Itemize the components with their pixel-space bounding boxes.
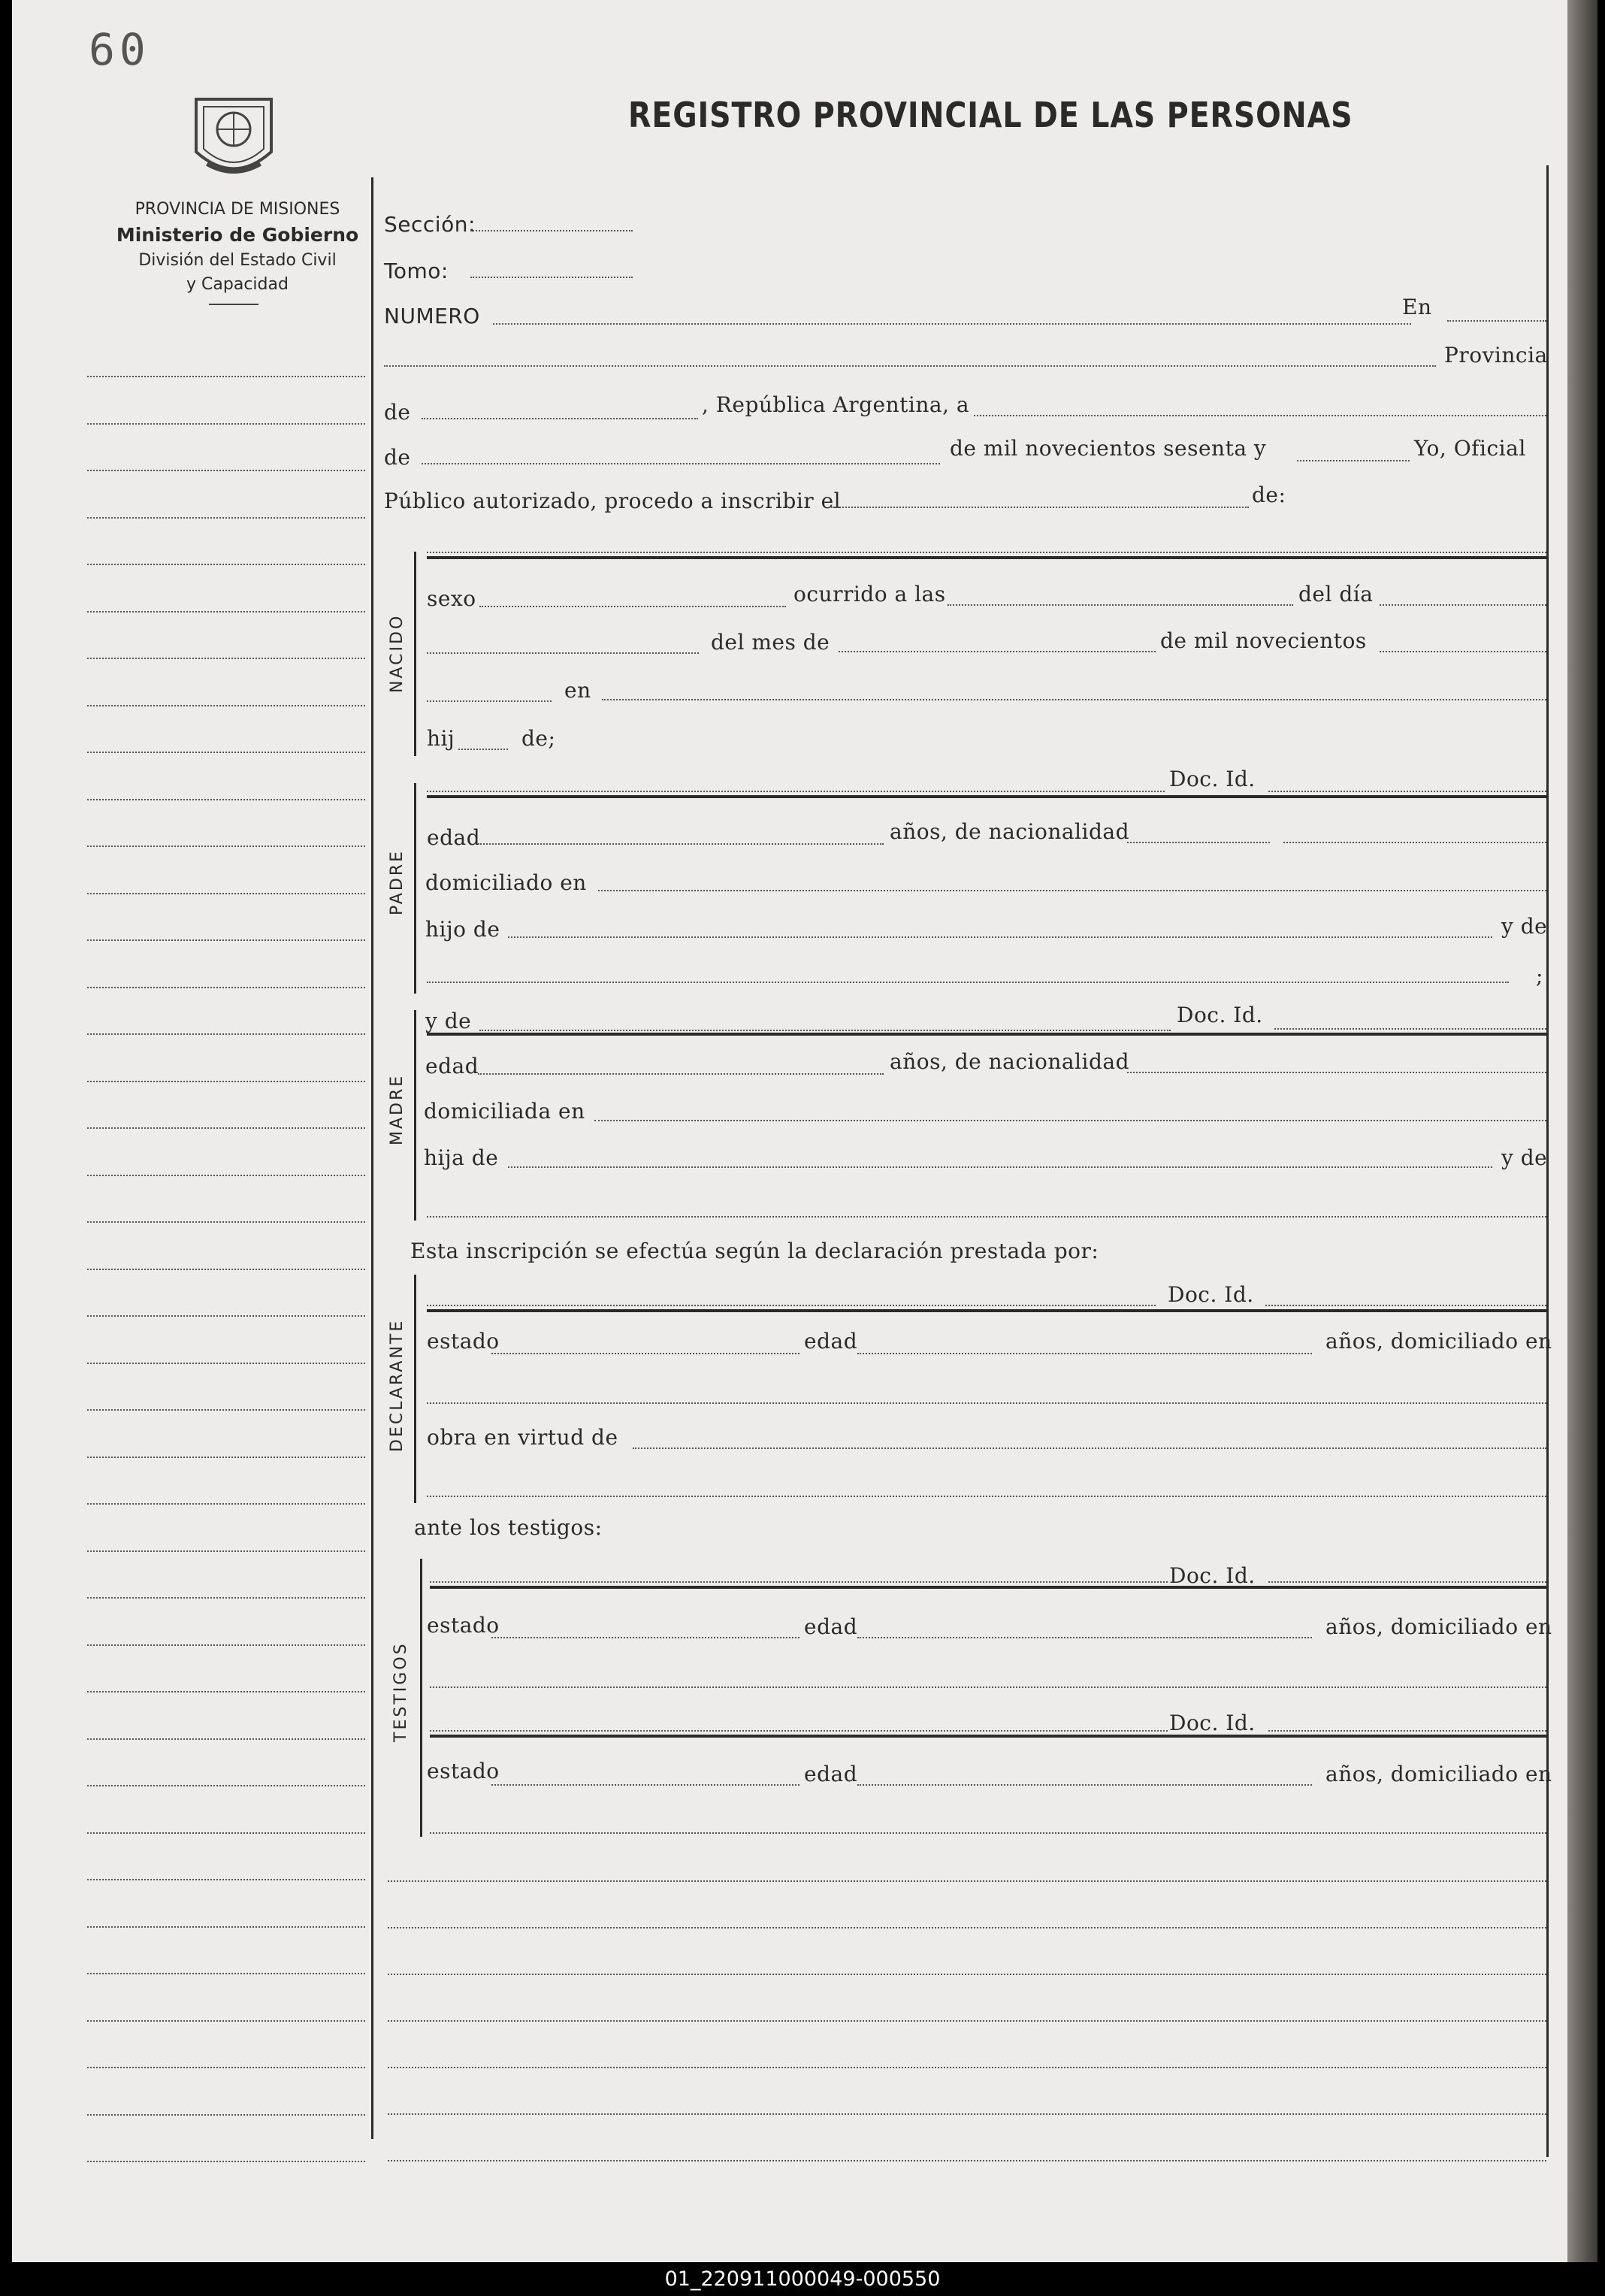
declarante-estado-field[interactable] bbox=[491, 1353, 799, 1354]
margin-line[interactable] bbox=[87, 845, 365, 847]
testigo2-anos-label: años, domiciliado en bbox=[1325, 1762, 1552, 1786]
madre-bracket bbox=[414, 1010, 416, 1221]
margin-line[interactable] bbox=[87, 1738, 365, 1740]
declarante-bracket bbox=[414, 1275, 416, 1503]
madre-name-field[interactable] bbox=[479, 1030, 1171, 1031]
declarante-dom-field[interactable] bbox=[427, 1402, 1546, 1404]
frame-left-line bbox=[371, 177, 373, 2139]
testigos-bracket bbox=[420, 1559, 422, 1837]
testigo1-estado-field[interactable] bbox=[491, 1637, 799, 1638]
scan-id: 01_220911000049-000550 bbox=[664, 2267, 941, 2291]
obra-label: obra en virtud de bbox=[427, 1425, 618, 1450]
hijo-de-field[interactable] bbox=[508, 936, 1492, 938]
madre-edad-label: edad bbox=[425, 1054, 479, 1078]
testigo2-estado-field[interactable] bbox=[491, 1784, 799, 1786]
mes-field[interactable] bbox=[422, 463, 940, 464]
hij-label: hij bbox=[427, 726, 455, 751]
mes-nac-field[interactable] bbox=[839, 651, 1156, 652]
testigo1-dom-field[interactable] bbox=[430, 1686, 1546, 1688]
testigo2-edad-field[interactable] bbox=[857, 1784, 1312, 1786]
margin-line[interactable] bbox=[87, 2161, 365, 2162]
testigo2-doc-label: Doc. Id. bbox=[1169, 1711, 1256, 1735]
margin-line[interactable] bbox=[87, 2020, 365, 2022]
margin-line[interactable] bbox=[87, 517, 365, 519]
padre-name-field[interactable] bbox=[427, 791, 1165, 792]
seccion-label: Sección: bbox=[384, 212, 476, 237]
padre-y-de-label: y de bbox=[1501, 914, 1548, 939]
mil-sesenta-label: de mil novecientos sesenta y bbox=[950, 436, 1267, 461]
margin-line[interactable] bbox=[87, 376, 365, 377]
margin-line[interactable] bbox=[87, 1691, 365, 1693]
testigo1-edad-field[interactable] bbox=[857, 1637, 1312, 1638]
padre-semicolon: ; bbox=[1536, 963, 1543, 988]
folio-number: 60 bbox=[89, 24, 150, 75]
madre-dom-field[interactable] bbox=[594, 1120, 1546, 1121]
testigo1-rule bbox=[430, 1586, 1546, 1589]
margin-line[interactable] bbox=[87, 2067, 365, 2068]
margin-line[interactable] bbox=[87, 658, 365, 659]
madre-y-de2-field[interactable] bbox=[427, 1216, 1546, 1218]
margin-line[interactable] bbox=[87, 987, 365, 988]
lugar-field[interactable] bbox=[384, 365, 1436, 367]
madre-edad-field[interactable] bbox=[478, 1073, 884, 1075]
margin-line[interactable] bbox=[87, 423, 365, 425]
testigo1-doc-label: Doc. Id. bbox=[1169, 1563, 1256, 1588]
lugar-nac-field[interactable] bbox=[602, 699, 1546, 700]
testigo2-estado-label: estado bbox=[427, 1759, 500, 1783]
testigo2-doc-field[interactable] bbox=[1268, 1730, 1546, 1732]
margin-line[interactable] bbox=[87, 939, 365, 941]
observaciones-line[interactable] bbox=[388, 1880, 1546, 1882]
numero-label: NUMERO bbox=[384, 304, 480, 328]
declarante-anos-label: años, domiciliado en bbox=[1325, 1329, 1552, 1354]
testigo2-name-field[interactable] bbox=[430, 1730, 1168, 1732]
obra-field[interactable] bbox=[633, 1447, 1546, 1449]
declarante-estado-label: estado bbox=[427, 1329, 500, 1354]
publico-label: Público autorizado, procedo a inscribir el bbox=[384, 489, 842, 513]
padre-rule bbox=[427, 795, 1546, 798]
madre-y-de2-label: y de bbox=[1501, 1145, 1548, 1170]
observaciones-line[interactable] bbox=[388, 2160, 1546, 2161]
header-division: División del Estado Civil bbox=[138, 251, 337, 270]
margin-line[interactable] bbox=[87, 1127, 365, 1129]
testigos-label: TESTIGOS bbox=[391, 1641, 410, 1742]
margin-line[interactable] bbox=[87, 1597, 365, 1599]
testigo1-anos-label: años, domiciliado en bbox=[1325, 1614, 1552, 1639]
padre-label: PADRE bbox=[388, 849, 407, 915]
provincia-label: Provincia bbox=[1444, 343, 1548, 368]
nacido-name-field[interactable] bbox=[427, 552, 1546, 553]
testigo1-doc-field[interactable] bbox=[1268, 1581, 1546, 1583]
observaciones-line[interactable] bbox=[388, 2067, 1546, 2068]
sexo-label: sexo bbox=[427, 586, 476, 611]
sexo-field[interactable] bbox=[479, 606, 786, 607]
margin-line[interactable] bbox=[87, 1315, 365, 1317]
declarante-doc-field[interactable] bbox=[1265, 1305, 1546, 1306]
padre-anos-label: años, de nacionalidad bbox=[890, 819, 1130, 844]
hij-de-label: de; bbox=[521, 726, 556, 751]
hijo-de-label: hijo de bbox=[425, 917, 500, 942]
declaracion-text: Esta inscripción se efectúa según la declaración prestada por: bbox=[410, 1239, 1099, 1263]
header-rule bbox=[209, 304, 258, 305]
scan-id-bar bbox=[0, 2262, 1605, 2296]
del-mes-label: del mes de bbox=[711, 630, 830, 655]
en-nac-label: en bbox=[564, 678, 591, 703]
observaciones-line[interactable] bbox=[388, 2020, 1546, 2022]
numero-field[interactable] bbox=[493, 323, 1411, 325]
margin-line[interactable] bbox=[87, 1409, 365, 1411]
hija-de-field[interactable] bbox=[508, 1166, 1492, 1168]
declarante-doc-label: Doc. Id. bbox=[1168, 1282, 1254, 1307]
margin-line[interactable] bbox=[87, 799, 365, 800]
margin-line[interactable] bbox=[87, 1363, 365, 1364]
provincial-seal-icon bbox=[181, 84, 286, 189]
de-colon-label: de: bbox=[1252, 482, 1286, 507]
padre-edad-label: edad bbox=[427, 825, 481, 850]
observaciones-line[interactable] bbox=[388, 1927, 1546, 1928]
testigo1-name-field[interactable] bbox=[430, 1581, 1168, 1583]
book-spine-edge bbox=[1567, 0, 1597, 2262]
margin-line[interactable] bbox=[87, 705, 365, 706]
margin-line[interactable] bbox=[87, 1175, 365, 1176]
margin-line[interactable] bbox=[87, 1973, 365, 1974]
de-label-1: de bbox=[384, 400, 411, 425]
testigo2-dom-field[interactable] bbox=[430, 1832, 1546, 1834]
margin-line[interactable] bbox=[87, 1785, 365, 1786]
provincia-field[interactable] bbox=[422, 418, 698, 419]
dia-field[interactable] bbox=[1380, 604, 1546, 606]
padre-doc-label: Doc. Id. bbox=[1169, 767, 1256, 791]
fecha-field[interactable] bbox=[974, 415, 1546, 416]
document-page bbox=[12, 0, 1590, 2262]
de-label-2: de bbox=[384, 445, 411, 470]
observaciones-line[interactable] bbox=[388, 1974, 1546, 1975]
header-province: PROVINCIA DE MISIONES bbox=[135, 200, 340, 219]
testigo2-edad-label: edad bbox=[804, 1762, 858, 1786]
header-division-2: y Capacidad bbox=[186, 275, 289, 294]
padre-dom-field[interactable] bbox=[598, 890, 1546, 891]
inscribir-field[interactable] bbox=[831, 507, 1249, 508]
padre-bracket bbox=[414, 783, 416, 994]
en-field[interactable] bbox=[1447, 320, 1546, 322]
padre-doc-field[interactable] bbox=[1268, 791, 1546, 792]
declarante-edad-field[interactable] bbox=[857, 1353, 1312, 1354]
en-label: En bbox=[1402, 295, 1432, 319]
padre-nac2-field[interactable] bbox=[1283, 842, 1546, 843]
mil-novecientos-label: de mil novecientos bbox=[1160, 628, 1367, 653]
margin-line[interactable] bbox=[87, 1457, 365, 1458]
margin-line[interactable] bbox=[87, 1644, 365, 1646]
madre-rule bbox=[427, 1033, 1546, 1036]
madre-y-de-label: y de bbox=[425, 1009, 472, 1033]
margin-line[interactable] bbox=[87, 1879, 365, 1880]
ante-testigos-text: ante los testigos: bbox=[414, 1515, 603, 1540]
margin-line[interactable] bbox=[87, 1926, 365, 1928]
hora-field[interactable] bbox=[948, 604, 1293, 606]
margin-line[interactable] bbox=[87, 611, 365, 613]
margin-line[interactable] bbox=[87, 564, 365, 565]
margin-line[interactable] bbox=[87, 1832, 365, 1834]
margin-line[interactable] bbox=[87, 1033, 365, 1035]
dia2-field[interactable] bbox=[427, 652, 699, 654]
anio-field[interactable] bbox=[1297, 460, 1410, 461]
declarante-name-field[interactable] bbox=[427, 1305, 1156, 1306]
ocurrido-label: ocurrido a las bbox=[793, 582, 946, 607]
domiciliado-label: domiciliado en bbox=[425, 870, 587, 895]
margin-line[interactable] bbox=[87, 752, 365, 753]
margin-line[interactable] bbox=[87, 1503, 365, 1505]
nacido-label: NACIDO bbox=[388, 613, 407, 693]
nacido-bracket bbox=[414, 552, 416, 756]
page-title: REGISTRO PROVINCIAL DE LAS PERSONAS bbox=[628, 95, 1353, 135]
margin-line[interactable] bbox=[87, 2114, 365, 2116]
margin-line[interactable] bbox=[87, 1269, 365, 1270]
hij-field[interactable] bbox=[458, 749, 508, 750]
margin-line[interactable] bbox=[87, 1221, 365, 1223]
testigo1-edad-label: edad bbox=[804, 1614, 858, 1639]
seccion-field[interactable] bbox=[470, 230, 633, 231]
madre-doc-field[interactable] bbox=[1274, 1028, 1546, 1030]
margin-line[interactable] bbox=[87, 470, 365, 471]
testigo1-estado-label: estado bbox=[427, 1613, 500, 1638]
tomo-field[interactable] bbox=[470, 277, 633, 278]
header-ministry: Ministerio de Gobierno bbox=[116, 224, 359, 246]
anio-nac-field[interactable] bbox=[1380, 651, 1546, 652]
observaciones-line[interactable] bbox=[388, 2113, 1546, 2115]
madre-nac-field[interactable] bbox=[1127, 1072, 1546, 1073]
margin-line[interactable] bbox=[87, 1550, 365, 1552]
hija-de-label: hija de bbox=[424, 1145, 499, 1170]
madre-label: MADRE bbox=[388, 1073, 407, 1145]
declarante-edad-label: edad bbox=[804, 1329, 858, 1354]
testigo2-rule bbox=[430, 1735, 1546, 1738]
margin-line[interactable] bbox=[87, 1081, 365, 1082]
nacido-rule bbox=[427, 556, 1546, 559]
del-dia-label: del día bbox=[1298, 582, 1374, 607]
domiciliada-label: domiciliada en bbox=[424, 1099, 585, 1124]
hora2-field[interactable] bbox=[427, 700, 552, 702]
declarante-rule bbox=[427, 1309, 1546, 1312]
yo-oficial-label: Yo, Oficial bbox=[1414, 436, 1526, 461]
obra2-field[interactable] bbox=[427, 1496, 1546, 1497]
padre-nac-field[interactable] bbox=[1127, 842, 1270, 843]
republica-label: , República Argentina, a bbox=[702, 392, 970, 417]
padre-edad-field[interactable] bbox=[478, 843, 884, 845]
margin-line[interactable] bbox=[87, 893, 365, 894]
padre-y-de-field[interactable] bbox=[427, 982, 1509, 983]
tomo-label: Tomo: bbox=[384, 259, 449, 283]
madre-doc-label: Doc. Id. bbox=[1177, 1003, 1263, 1027]
madre-anos-label: años, de nacionalidad bbox=[890, 1049, 1130, 1074]
declarante-label: DECLARANTE bbox=[388, 1318, 407, 1452]
